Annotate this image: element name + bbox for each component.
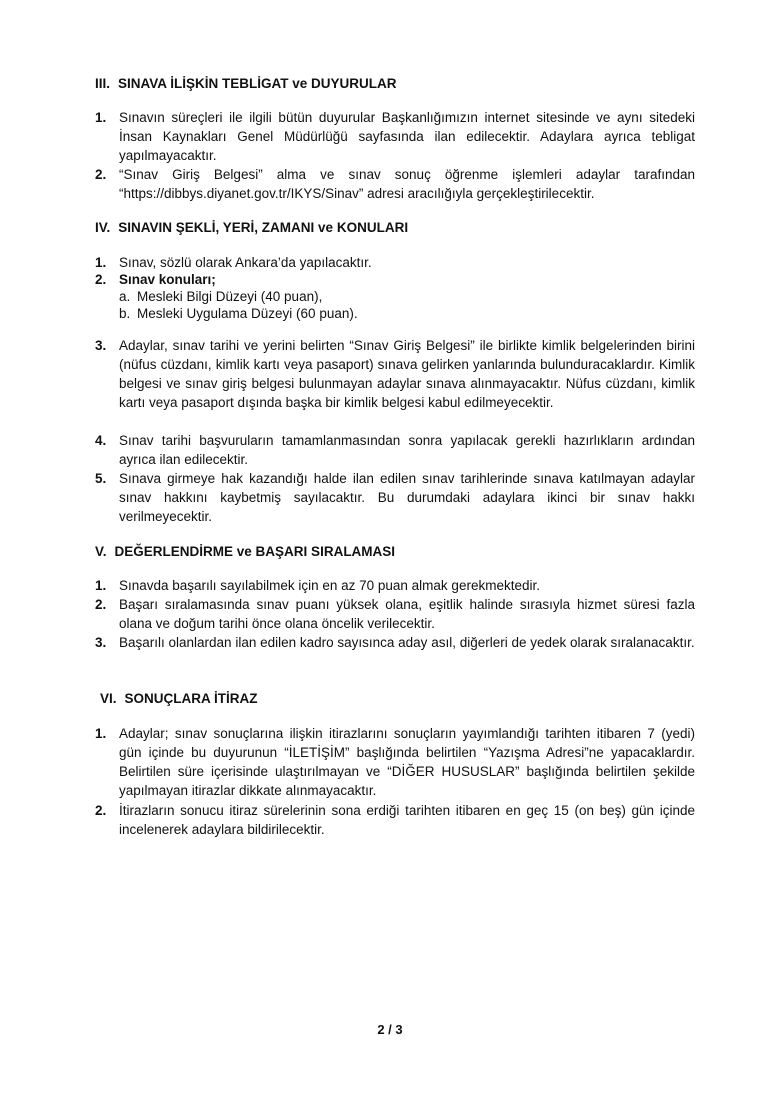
section-title: SONUÇLARA İTİRAZ [124, 691, 258, 706]
section-title: SINAVIN ŞEKLİ, YERİ, ZAMANI ve KONULARI [118, 220, 409, 235]
list-item [95, 336, 695, 412]
section-heading-degerlendirme [95, 543, 695, 561]
sub-item-letter: b. [119, 306, 131, 321]
item-number: 2. [95, 167, 107, 182]
item-number: 3. [95, 635, 107, 650]
item-number: 3. [95, 338, 107, 353]
item-text: Sınavda başarılı sayılabilmek için en az 70 puan almak gerekmektedir. [119, 578, 540, 593]
item-text: Sınava girmeye hak kazandığı halde ilan edilen sınav tarihlerinde sınava katılmayan adaylar sınav hakkını kaybetmiş sayılacaktır. Bu durumdaki adaylara ikinci bir sınav hakkı verilmeyecektir. [119, 471, 695, 524]
item-number: 2. [95, 803, 107, 818]
item-text: Sınav konuları; [119, 272, 216, 287]
section-heading-tebligat [95, 75, 695, 93]
item-number: 2. [95, 597, 107, 612]
list-item [95, 595, 695, 633]
section-heading-itiraz [100, 690, 700, 708]
list-item [95, 633, 695, 652]
section-title: SINAVA İLİŞKİN TEBLİGAT ve DUYURULAR [118, 76, 397, 91]
item-text: Başarılı olanlardan ilan edilen kadro sayısınca aday asıl, diğerleri de yedek olarak sıralanacaktır. [119, 635, 695, 650]
sub-list-item [119, 304, 679, 323]
section-number: VI. [100, 691, 117, 706]
item-number: 1. [95, 578, 107, 593]
list-item [95, 431, 695, 469]
section-number: IV. [95, 220, 111, 235]
item-text: Başarı sıralamasında sınav puanı yüksek olana, eşitlik halinde sırasıyla hizmet süresi fazla olana ve doğum tarihi önce olana öncelik verilecektir. [119, 597, 695, 631]
sub-item-text: Mesleki Bilgi Düzeyi (40 puan), [137, 289, 323, 304]
list-item [95, 469, 695, 526]
section-title: DEĞERLENDİRME ve BAŞARI SIRALAMASI [114, 544, 396, 559]
item-number: 4. [95, 433, 107, 448]
sub-item-text: Mesleki Uygulama Düzeyi (60 puan). [137, 306, 358, 321]
item-number: 1. [95, 726, 107, 741]
item-text: Adaylar; sınav sonuçlarına ilişkin itirazlarını sonuçların yayımlandığı tarihten itibaren 7 (yedi) gün içinde bu duyurunun “İLETİŞİM” başlığında belirtilen “Yazışma Adresi”ne yapacaklardır. Belirtilen süre içerisinde ulaştırılmayan ve “DİĞER HUSUSLAR” başlığında belirtilen şekilde yapılmayan itirazlar dikkate alınmayacaktır. [119, 726, 695, 798]
item-number: 1. [95, 255, 107, 270]
item-text: Sınav, sözlü olarak Ankara’da yapılacaktır. [119, 255, 372, 270]
list-item [95, 108, 695, 165]
sub-item-letter: a. [119, 289, 131, 304]
list-item [95, 165, 695, 203]
list-item [95, 724, 695, 800]
item-text: Sınavın süreçleri ile ilgili bütün duyurular Başkanlığımızın internet sitesinde ve aynı sitedeki İnsan Kaynakları Genel Müdürlüğü sayfasında ilan edilecektir. Adaylara ayrıca tebligat yapılmayacaktır. [119, 110, 695, 163]
item-text: İtirazların sonucu itiraz sürelerinin sona erdiği tarihten itibaren en geç 15 (on beş) gün içinde incelenerek adaylara bildirilecektir. [119, 803, 695, 837]
section-number: III. [95, 76, 111, 91]
list-item [95, 801, 695, 839]
item-number: 5. [95, 471, 107, 486]
section-heading-sinav-sekli [95, 219, 695, 237]
item-text: Adaylar, sınav tarihi ve yerini belirten “Sınav Giriş Belgesi” ile birlikte kimlik belgelerinden birini (nüfus cüzdanı, kimlik kartı veya pasaport) sınava gelirken yanlarında bulunduracaklardır. Kimlik belgesi ve sınav giriş belgesi bulunmayan adaylar sınava alınmayacaktır. Nüfus cüzdanı, kimlik kartı veya pasaport dışında başka bir kimlik belgesi kabul edilmeyecektir. [119, 338, 695, 410]
item-text: “Sınav Giriş Belgesi” alma ve sınav sonuç öğrenme işlemleri adaylar tarafından “https://dibbys.diyanet.gov.tr/IKYS/Sinav” adresi aracılığıyla gerçekleştirilecektir. [119, 167, 695, 201]
section-number: V. [95, 544, 107, 559]
item-number: 1. [95, 110, 107, 125]
item-number: 2. [95, 272, 107, 287]
page-number: 2 / 3 [377, 1022, 403, 1037]
list-item [95, 576, 695, 595]
item-text: Sınav tarihi başvuruların tamamlanmasından sonra yapılacak gerekli hazırlıkların ardından ayrıca ilan edilecektir. [119, 433, 695, 467]
